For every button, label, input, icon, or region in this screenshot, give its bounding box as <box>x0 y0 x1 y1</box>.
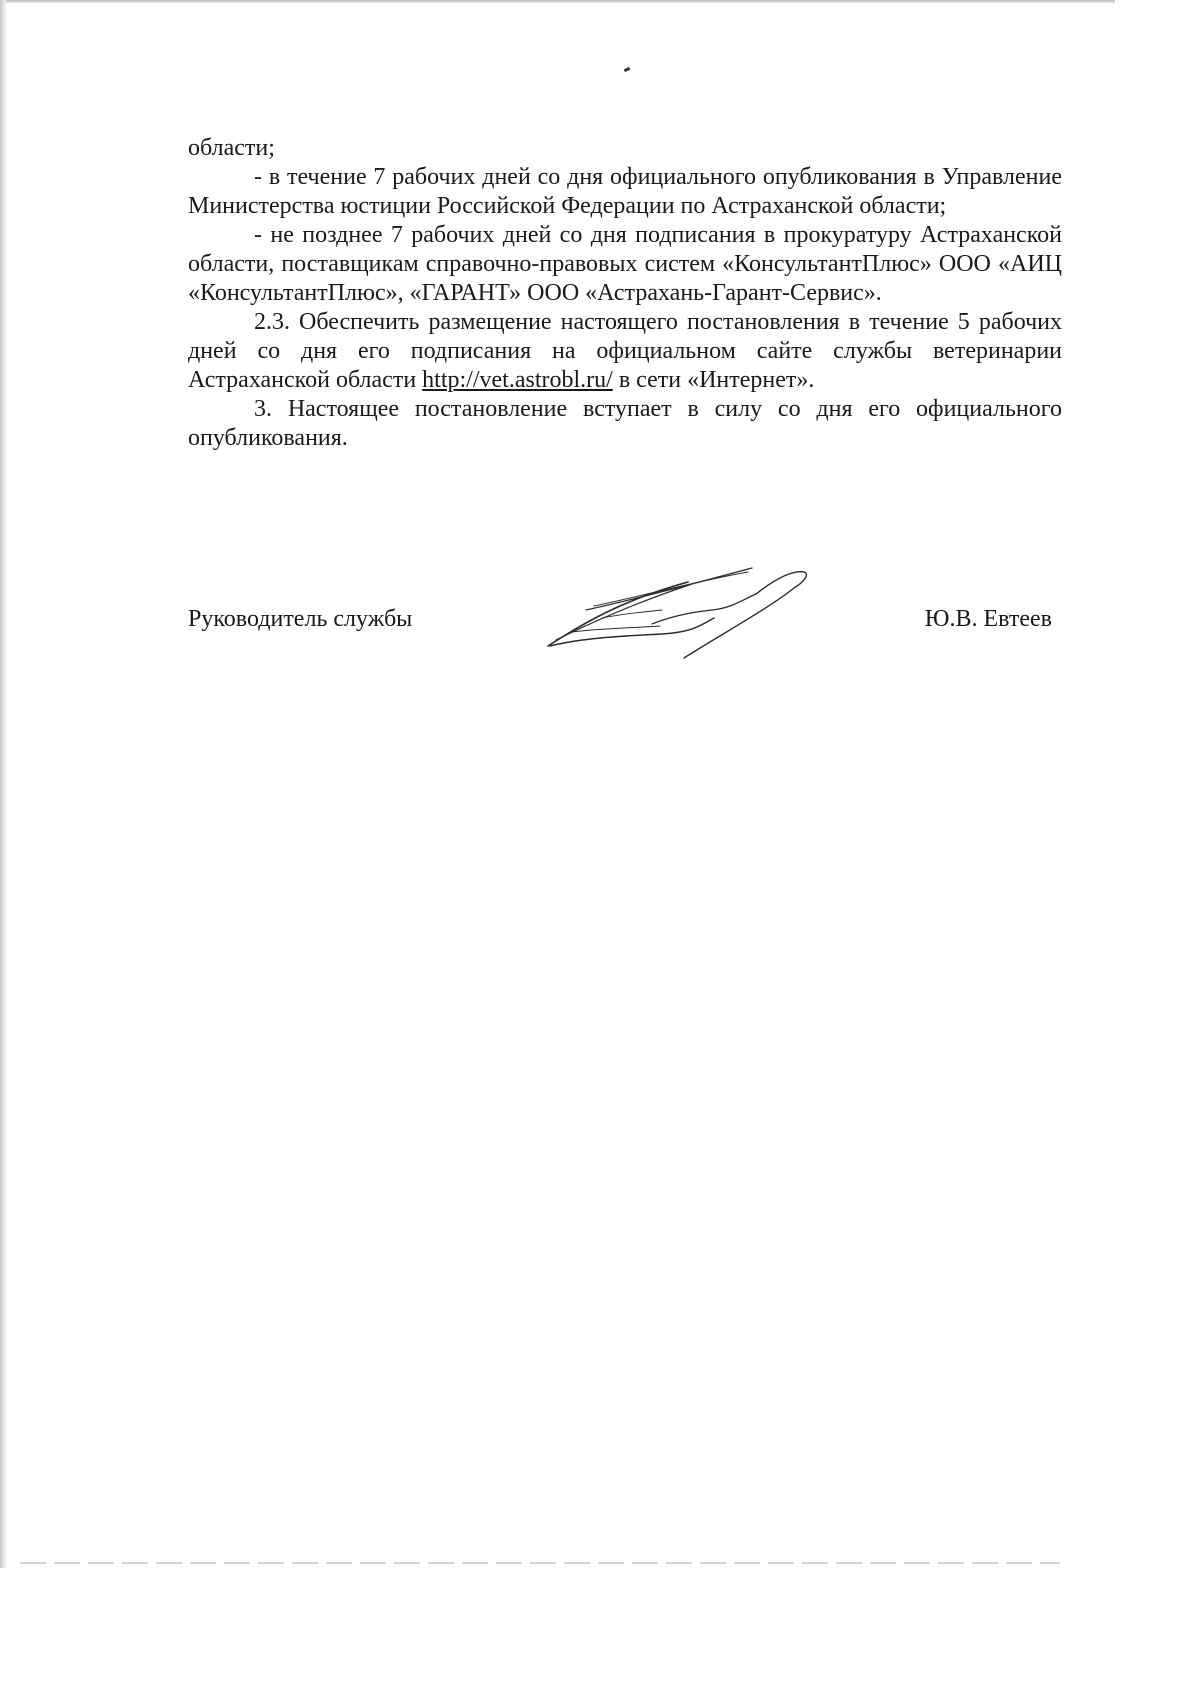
scan-top-edge <box>0 0 1115 3</box>
signer-name: Ю.В. Евтеев <box>924 606 1052 632</box>
document-body <box>188 134 1062 453</box>
scan-bottom-edge <box>20 1562 1060 1564</box>
paragraph-2-3 <box>188 308 1062 395</box>
paragraph-2-3-tail: в сети «Интернет». <box>612 367 815 393</box>
paragraph-oblasti: области; <box>188 135 275 161</box>
paragraph-3: 3. Настоящее постановление вступает в силу со дня его официального опубликования. <box>188 396 1062 451</box>
scan-left-edge <box>0 0 6 1568</box>
paragraph-2-3-text: 2.3. Обеспечить размещение настоящего постановления в течение 5 рабочих дней со дня его подписания на официальном сайте службы ветеринарии Астраханской области <box>188 309 1062 393</box>
website-link[interactable]: http://vet.astrobl.ru/ <box>422 367 613 393</box>
paragraph-prosecutor: - не позднее 7 рабочих дней со дня подписания в прокуратуру Астраханской области, поставщикам справочно-правовых систем «КонсультантПлюс» ООО «АИЦ «КонсультантПлюс», «ГАРАНТ» ООО «Астрахань-Гарант-Сервис». <box>188 222 1062 306</box>
paragraph-ministry-justice: - в течение 7 рабочих дней со дня официального опубликования в Управление Министерства юстиции Российской Федерации по Астраханской области; <box>188 164 1062 219</box>
signer-title: Руководитель службы <box>188 606 413 632</box>
scan-speck <box>624 67 631 72</box>
signature-block <box>188 604 1052 638</box>
